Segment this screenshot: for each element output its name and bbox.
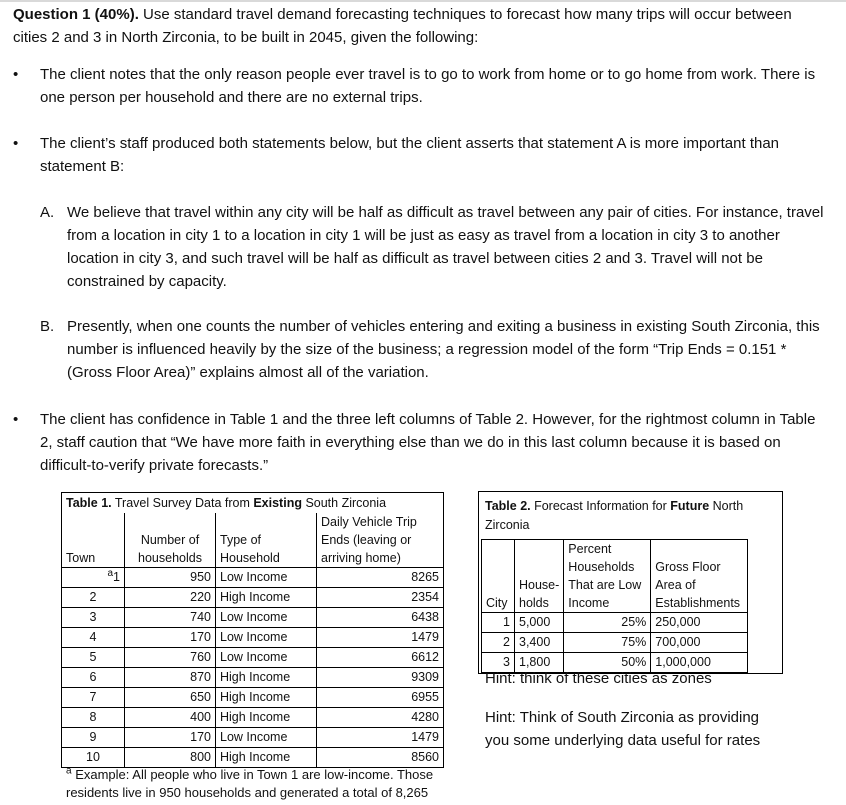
header-households: House-holds (515, 540, 564, 613)
table-2 (478, 491, 783, 674)
footnote-text: Example: All people who live in Town 1 are low-income. Those residents live in 950 households and generated a total of 8,265 (66, 767, 434, 800)
header-households: Number of households (125, 513, 216, 568)
table-row: 5 760 Low Income 6612 (62, 648, 444, 668)
table-row: $^a$1 950 Low Income 8265 (62, 568, 444, 588)
table-1-caption: Table 1. Travel Survey Data from Existing South Zirconia (62, 493, 444, 514)
header-trip-ends: Daily Vehicle Trip Ends (leaving or arriving home) (317, 513, 444, 568)
hint-zones: Hint: think of these cities as zones (485, 670, 712, 687)
statement-b-marker: B. (40, 318, 55, 335)
header-type: Type of Household (216, 513, 317, 568)
table-2-caption: Table 2. Forecast Information for Future North Zirconia (485, 499, 744, 532)
statement-a-marker: A. (40, 204, 55, 221)
table-2-grid (481, 539, 748, 673)
footnote-marker: a (66, 765, 72, 777)
bullet-text-2: The client’s staff produced both statements below, but the client asserts that statement A is more important than statement B: (40, 135, 780, 175)
statement-b-text: Presently, when one counts the number of vehicles entering and exiting a business in existing South Zirconia, this number is influenced heavily by the size of the business; a regression model of the form “Trip Ends = 0.151 * (Gross Floor Area)” explains almost all of the variation. (67, 318, 820, 381)
bullet-dot: • (13, 135, 19, 152)
table-row: 3 740 Low Income 6438 (62, 608, 444, 628)
header-low-income: Percent Households That are Low Income (564, 540, 651, 613)
table-row: 3 1,800 50% 1,000,000 (482, 653, 748, 673)
table-row: 2 220 High Income 2354 (62, 588, 444, 608)
table-row: 4 170 Low Income 1479 (62, 628, 444, 648)
table-row: 9 170 Low Income 1479 (62, 728, 444, 748)
bullet-text-1: The client notes that the only reason people ever travel is to go to work from home or to go home from work. There is one person per household and there are no external trips. (40, 66, 816, 106)
header-city: City (482, 540, 515, 613)
table-row: 1 5,000 25% 250,000 (482, 613, 748, 633)
bullet-dot: • (13, 411, 19, 428)
question-paragraph (13, 3, 828, 49)
hint-rates: Hint: Think of South Zirconia as providing you some underlying data useful for rates (485, 709, 761, 749)
table-row: 10 800 High Income 8560 (62, 748, 444, 768)
question-label: Question 1 (40%). (13, 6, 139, 23)
table-row: 8 400 High Income 4280 (62, 708, 444, 728)
bullet-dot: • (13, 66, 19, 83)
table-1 (61, 492, 444, 768)
table-row: 6 870 High Income 9309 (62, 668, 444, 688)
table-row: 2 3,400 75% 700,000 (482, 633, 748, 653)
header-town: Town (62, 513, 125, 568)
statement-a-text: We believe that travel within any city will be half as difficult as travel between any pair of cities. For instance, travel from a location in city 1 to a location in city 1 will be just as easy as travel from a location in city 3 to another location in city 3, and such travel will be half as difficult as travel between cities 2 and 3. Travel will not be constrained by capacity. (67, 204, 824, 290)
page-top-rule (0, 0, 846, 2)
bullet-text-3: The client has confidence in Table 1 and the three left columns of Table 2. However, for the rightmost column in Table 2, staff caution that “We have more faith in everything else than we do in this last column because it is based on difficult-to-verify private forecasts.” (40, 411, 816, 474)
question-text: Use standard travel demand forecasting techniques to forecast how many trips will occur between cities 2 and 3 in North Zirconia, to be built in 2045, given the following: (13, 6, 792, 46)
table-row: 7 650 High Income 6955 (62, 688, 444, 708)
table-1-footnote (66, 766, 476, 802)
header-gross-floor-area: Gross Floor Area of Establishments (651, 540, 748, 613)
table-2-header (482, 540, 748, 613)
table-1-header (62, 513, 444, 568)
